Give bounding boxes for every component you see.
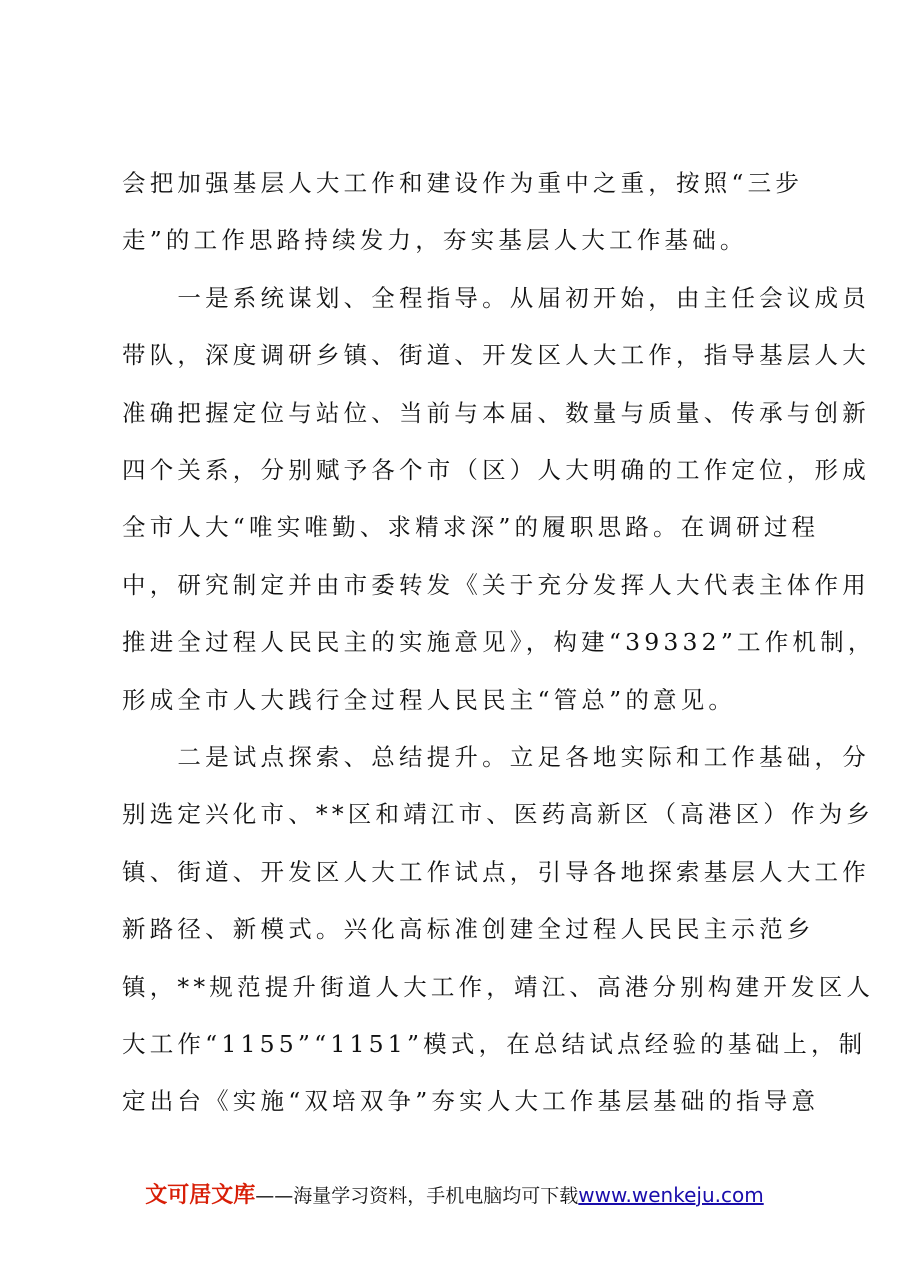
text-line: 准确把握定位与站位、当前与本届、数量与质量、传承与创新 <box>122 398 870 427</box>
text-line: 推进全过程人民民主的实施意见》，构建“39332”工作机制， <box>122 628 876 657</box>
text-line: 镇、街道、开发区人大工作试点，引导各地探索基层人大工作 <box>122 857 870 886</box>
text-line: 镇，**规范提升街道人大工作，靖江、高港分别构建开发区人 <box>122 972 875 1001</box>
text-line: 二是试点探索、总结提升。立足各地实际和工作基础，分 <box>122 743 870 771</box>
brand-name: 文可居文库 <box>145 1183 256 1208</box>
text-line: 大工作“1155”“1151”模式，在总结试点经验的基础上，制 <box>122 1030 867 1058</box>
text-line: 新路径、新模式。兴化高标准创建全过程人民民主示范乡 <box>122 915 815 944</box>
text-line: 全市人大“唯实唯勤、求精求深”的履职思路。在调研过程 <box>122 513 820 542</box>
text-line: 会把加强基层人大工作和建设作为重中之重，按照“三步 <box>122 169 804 197</box>
text-line: 带队，深度调研乡镇、街道、开发区人大工作，指导基层人大 <box>122 341 870 370</box>
site-link[interactable]: www.wenkeju.com <box>578 1183 764 1207</box>
text-line: 别选定兴化市、**区和靖江市、医药高新区（高港区）作为乡 <box>122 800 875 829</box>
text-line: 中，研究制定并由市委转发《关于充分发挥人大代表主体作用 <box>122 570 870 599</box>
text-line: 形成全市人大践行全过程人民民主“管总”的意见。 <box>122 685 737 714</box>
text-line: 四个关系，分别赋予各个市（区）人大明确的工作定位，形成 <box>122 456 870 484</box>
text-line: 一是系统谋划、全程指导。从届初开始，由主任会议成员 <box>122 283 870 312</box>
footer-banner <box>0 1181 909 1210</box>
footer-slogan: ——海量学习资料，手机电脑均可下载 <box>255 1185 579 1207</box>
text-line: 定出台《实施“双培双争”夯实人大工作基层基础的指导意 <box>122 1087 820 1116</box>
text-line: 走”的工作思路持续发力，夯实基层人大工作基础。 <box>122 226 748 255</box>
